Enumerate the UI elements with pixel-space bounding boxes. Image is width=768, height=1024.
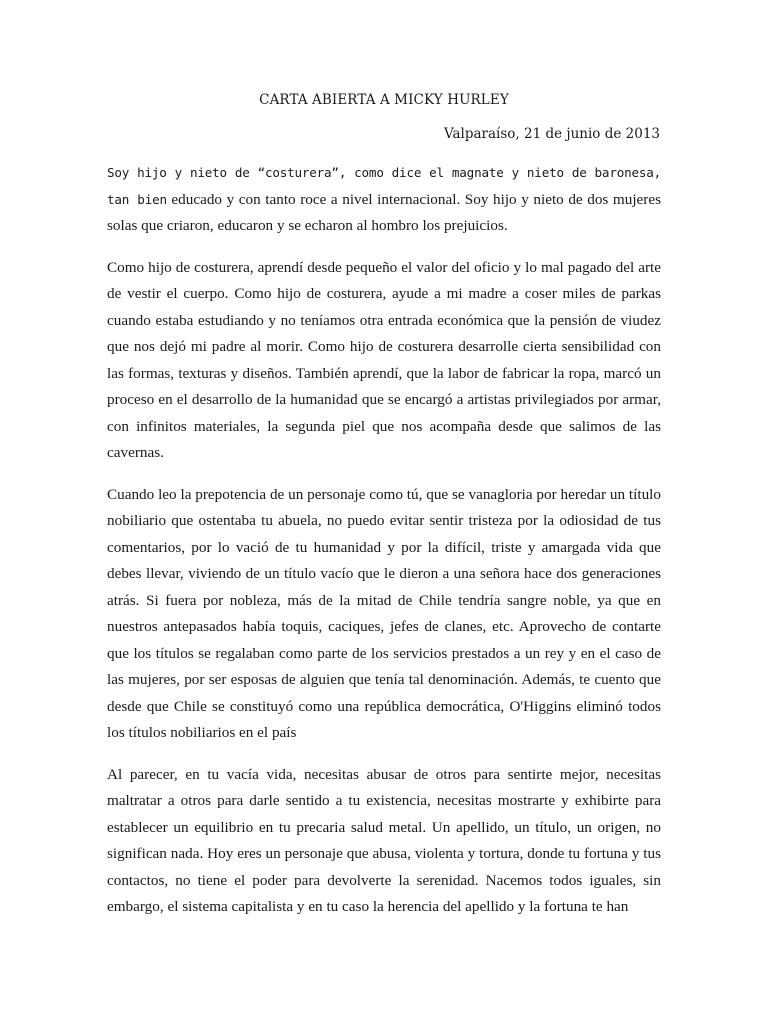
- paragraph-1-lead: Soy hijo y nieto de “costurera”, como dice el magnate y nieto de baronesa, tan bien: [107, 165, 661, 207]
- paragraph-1: [107, 160, 661, 240]
- letter-date: Valparaíso, 21 de junio de 2013: [443, 126, 660, 142]
- letter-title: CARTA ABIERTA A MICKY HURLEY: [259, 92, 509, 108]
- letter-body: [107, 160, 661, 936]
- paragraph-1-rest: educado y con tanto roce a nivel internacional. Soy hijo y nieto de dos mujeres solas que criaron, educaron y se echaron al hombro los prejuicios.: [107, 190, 661, 234]
- paragraph-3: Cuando leo la prepotencia de un personaje como tú, que se vanagloria por heredar un título nobiliario que ostentaba tu abuela, no puedo evitar sentir tristeza por la odiosidad de tus comentarios, por lo vació de tu humanidad y por la difícil, triste y amargada vida que debes llevar, viviendo de un título vacío que le dieron a una señora hace dos generaciones atrás. Si fuera por nobleza, más de la mitad de Chile tendría sangre noble, ya que en nuestros antepasados había toquis, caciques, jefes de clanes, etc. Aprovecho de contarte que los títulos se regalaban como parte de los servicios prestados a un rey y en el caso de las mujeres, por ser esposas de alguien que tenía tal denominación. Además, te cuento que desde que Chile se constituyó como una república democrática, O'Higgins eliminó todos los títulos nobiliarios en el país: [107, 485, 661, 741]
- paragraph-4: Al parecer, en tu vacía vida, necesitas abusar de otros para sentirte mejor, necesitas maltratar a otros para darle sentido a tu existencia, necesitas mostrarte y exhibirte para establecer un equilibrio en tu precaria salud metal. Un apellido, un título, un origen, no significan nada. Hoy eres un personaje que abusa, violenta y tortura, donde tu fortuna y tus contactos, no tiene el poder para devolverte la serenidad. Nacemos todos iguales, sin embargo, el sistema capitalista y en tu caso la herencia del apellido y la fortuna te han: [107, 765, 661, 915]
- paragraph-2: Como hijo de costurera, aprendí desde pequeño el valor del oficio y lo mal pagado del arte de vestir el cuerpo. Como hijo de costurera, ayude a mi madre a coser miles de parkas cuando estaba estudiando y no teníamos otra entrada económica que la pensión de viudez que nos dejó mi padre al morir. Como hijo de costurera desarrolle cierta sensibilidad con las formas, texturas y diseños. También aprendí, que la labor de fabricar la ropa, marcó un proceso en el desarrollo de la humanidad que se encargó a artistas privilegiados por armar, con infinitos materiales, la segunda piel que nos acompaña desde que salimos de las cavernas.: [107, 258, 661, 461]
